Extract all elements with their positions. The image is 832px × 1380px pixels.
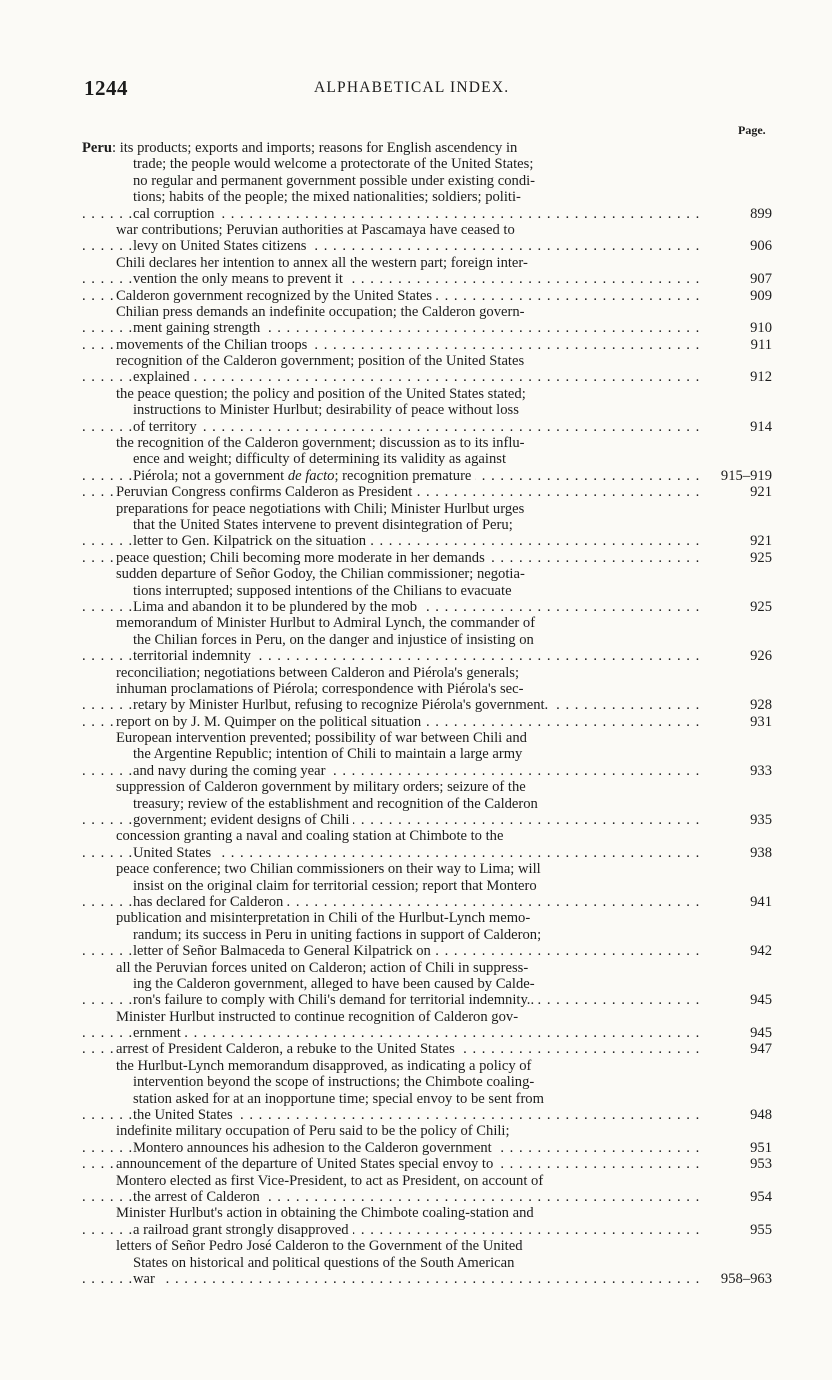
- entry-text: peace question; Chili becoming more moderate in her demands: [116, 550, 489, 566]
- page-reference: 941: [750, 893, 772, 910]
- index-entry: [82, 353, 772, 386]
- index-entry: [82, 222, 772, 255]
- index-entry: [82, 484, 772, 500]
- index-list: [82, 140, 772, 1287]
- page-reference: 907: [750, 271, 772, 288]
- entry-text: report on by J. M. Quimper on the political situation: [116, 714, 425, 730]
- entry-line: [82, 402, 702, 418]
- entry-text: trade; the people would welcome a protectorate of the United States;: [133, 156, 534, 173]
- entry-line: [82, 304, 702, 320]
- running-head: ALPHABETICAL INDEX.: [314, 79, 510, 96]
- index-entry: [82, 1205, 772, 1238]
- entry-text: memorandum of Minister Hurlbut to Admiral Lynch, the commander of: [116, 615, 536, 632]
- entry-text: explained: [133, 369, 194, 385]
- entry-text: insist on the original claim for territorial cession; report that Montero: [133, 877, 537, 894]
- entry-line: [82, 1041, 702, 1057]
- page-reference: 954: [750, 1188, 772, 1205]
- entry-line: [82, 878, 702, 894]
- entry-text: ing the Calderon government, alleged to have been caused by Calde-: [133, 975, 535, 992]
- entry-line: [82, 255, 702, 271]
- index-entry: [82, 566, 772, 615]
- entry-text: treasury; review of the establishment and recognition of the Calderon: [133, 795, 538, 812]
- entry-text: the Chilian forces in Peru, on the danger and injustice of insisting on: [133, 631, 534, 648]
- entry-line: [82, 812, 702, 828]
- entry-text: States on historical and political questions of the South American: [133, 1254, 515, 1271]
- entry-text: a railroad grant strongly disapproved: [133, 1222, 353, 1238]
- entry-text: preparations for peace negotiations with Chili; Minister Hurlbut urges: [116, 500, 525, 517]
- page-header: [84, 76, 764, 106]
- entry-line: [82, 861, 702, 877]
- entry-line: [82, 288, 702, 304]
- entry-line: [82, 1271, 702, 1287]
- entry-line: [82, 566, 702, 582]
- entry-text: Piérola; not a government de facto; recognition premature: [133, 468, 475, 484]
- page-reference: 951: [750, 1139, 772, 1156]
- entry-line: Peru: its products; exports and imports; reasons for English ascendency in: [82, 140, 518, 156]
- entry-text: inhuman proclamations of Piérola; correspondence with Piérola's sec-: [116, 680, 524, 697]
- index-entry: [82, 255, 772, 288]
- page-reference: 938: [750, 844, 772, 861]
- page-reference: 921: [750, 484, 772, 501]
- entry-line: [82, 501, 702, 517]
- entry-text: Lima and abandon it to be plundered by the mob: [133, 599, 421, 615]
- entry-text: intervention beyond the scope of instructions; the Chimbote coaling-: [133, 1074, 535, 1091]
- index-entry: [82, 1238, 772, 1287]
- entry-line: [82, 1091, 702, 1107]
- entry-text: arrest of President Calderon, a rebuke to the United States: [116, 1041, 459, 1057]
- page-reference: 925: [750, 549, 772, 566]
- index-entry: [82, 615, 772, 664]
- entry-line: [82, 665, 702, 681]
- entry-line: [82, 730, 702, 746]
- entry-line: [82, 369, 702, 385]
- entry-text: ment gaining strength: [133, 320, 264, 336]
- entry-line: [82, 828, 702, 844]
- entry-line: [82, 1173, 702, 1189]
- page-reference: 947: [750, 1041, 772, 1058]
- entry-text: its products; exports and imports; reasons for English ascendency in: [119, 140, 518, 156]
- entry-text: levy on United States citizens: [133, 238, 310, 254]
- entry-text: indefinite military occupation of Peru said to be the policy of Chili;: [116, 1123, 510, 1140]
- entry-line: [82, 1238, 702, 1254]
- page-reference: 912: [750, 369, 772, 386]
- entry-line: [82, 599, 702, 615]
- page-reference: 953: [750, 1156, 772, 1173]
- entry-text: ence and weight; difficulty of determining its validity as against: [133, 451, 506, 468]
- entry-line: [82, 1189, 702, 1205]
- page-reference: 910: [750, 320, 772, 337]
- entry-line: [82, 484, 702, 500]
- page-reference: 926: [750, 648, 772, 665]
- entry-line: [82, 550, 702, 566]
- page-number: 1244: [84, 76, 128, 100]
- entry-line: [82, 1140, 702, 1156]
- entry-line: [82, 533, 702, 549]
- entry-line: [82, 845, 702, 861]
- entry-line: [82, 173, 702, 189]
- entry-line: [82, 976, 702, 992]
- index-entry: [82, 910, 772, 959]
- entry-line: [82, 714, 702, 730]
- entry-line: [82, 517, 702, 533]
- entry-text: the recognition of the Calderon government; discussion as to its influ-: [116, 435, 525, 452]
- entry-text: letters of Señor Pedro José Calderon to the Government of the United: [116, 1238, 523, 1255]
- index-entry: [82, 861, 772, 910]
- index-entry: [82, 681, 772, 714]
- index-entry: [82, 779, 772, 828]
- entry-text: war: [133, 1271, 159, 1287]
- entry-line: [82, 796, 702, 812]
- entry-line: [82, 238, 702, 254]
- entry-line: [82, 451, 702, 467]
- index-entry: [82, 337, 772, 353]
- entry-text: station asked for at an inopportune time; special envoy to be sent from: [133, 1090, 544, 1107]
- index-entry: [82, 1156, 772, 1172]
- index-entry: [82, 1058, 772, 1124]
- page-reference: 933: [750, 762, 772, 779]
- entry-text: Minister Hurlbut's action in obtaining the Chimbote coaling-station and: [116, 1205, 534, 1222]
- entry-text: instructions to Minister Hurlbut; desirability of peace without loss: [133, 402, 519, 419]
- index-entry: [82, 1041, 772, 1057]
- entry-line: [82, 1205, 702, 1221]
- entry-line: [82, 222, 702, 238]
- entry-text: no regular and permanent government possible under existing condi-: [133, 172, 536, 189]
- entry-text: and navy during the coming year: [133, 763, 330, 779]
- entry-line: [82, 468, 702, 484]
- page-reference: 911: [750, 336, 772, 353]
- entry-line: [82, 1123, 702, 1139]
- entry-text: retary by Minister Hurlbut, refusing to recognize Piérola's government.: [133, 697, 552, 713]
- index-entry: [82, 501, 772, 550]
- entry-line: [82, 894, 702, 910]
- entry-text: United States: [133, 845, 215, 861]
- entry-text: the arrest of Calderon: [133, 1189, 264, 1205]
- index-heading: Peru: [82, 140, 112, 156]
- index-entry: [82, 550, 772, 566]
- page-reference: 909: [750, 287, 772, 304]
- entry-text: vention the only means to prevent it: [133, 271, 347, 287]
- entry-line: [82, 632, 702, 648]
- entry-line: [82, 648, 702, 664]
- entry-text: announcement of the departure of United States special envoy to: [116, 1156, 497, 1172]
- entry-line: [82, 271, 702, 287]
- entry-line: [82, 779, 702, 795]
- entry-text: peace conference; two Chilian commissioners on their way to Lima; will: [116, 861, 541, 878]
- index-entry: [82, 730, 772, 779]
- entry-text: territorial indemnity: [133, 648, 255, 664]
- page-reference: 955: [750, 1221, 772, 1238]
- page-reference: 921: [750, 533, 772, 550]
- entry-line: [82, 763, 702, 779]
- index-entry: [82, 304, 772, 337]
- entry-text: movements of the Chilian troops: [116, 337, 311, 353]
- entry-text: the Hurlbut-Lynch memorandum disapproved, as indicating a policy of: [116, 1057, 532, 1074]
- page-reference: 928: [750, 697, 772, 714]
- entry-text: ernment: [133, 1025, 185, 1041]
- entry-line: [82, 1058, 702, 1074]
- entry-text: that the United States intervene to prevent disintegration of Peru;: [133, 516, 513, 533]
- entry-line: [82, 419, 702, 435]
- entry-text: all the Peruvian forces united on Calderon; action of Chili in suppress-: [116, 959, 529, 976]
- entry-text: reconciliation; negotiations between Calderon and Piérola's generals;: [116, 664, 520, 681]
- entry-line: [82, 1025, 702, 1041]
- entry-line: [82, 697, 702, 713]
- entry-line: [82, 1074, 702, 1090]
- entry-text: Minister Hurlbut instructed to continue recognition of Calderon gov-: [116, 1008, 519, 1025]
- index-entry: [82, 435, 772, 484]
- index-entry: [82, 828, 772, 861]
- entry-line: [82, 681, 702, 697]
- entry-text: war contributions; Peruvian authorities at Pascamaya have ceased to: [116, 221, 515, 238]
- page-reference: 945: [750, 1025, 772, 1042]
- entry-text: Chili declares her intention to annex all the western part; foreign inter-: [116, 254, 528, 271]
- page-reference: 906: [750, 238, 772, 255]
- entry-line: [82, 435, 702, 451]
- entry-text: Calderon government recognized by the United States: [116, 288, 436, 304]
- entry-line: [82, 943, 702, 959]
- page-reference: 942: [750, 943, 772, 960]
- entry-line: [82, 320, 702, 336]
- entry-text: European intervention prevented; possibility of war between Chili and: [116, 730, 527, 747]
- page-reference: 915–919: [720, 467, 772, 484]
- entry-text: Montero announces his adhesion to the Calderon government: [133, 1140, 496, 1156]
- entry-line: [82, 337, 702, 353]
- index-entry: [82, 386, 772, 435]
- entry-text: recognition of the Calderon government; position of the United States: [116, 353, 525, 370]
- entry-text: publication and misinterpretation in Chili of the Hurlbut-Lynch memo-: [116, 910, 531, 927]
- index-entry: [82, 1009, 772, 1042]
- entry-line: [82, 156, 702, 172]
- entry-text: the peace question; the policy and position of the United States stated;: [116, 385, 526, 402]
- entry-text: Chilian press demands an indefinite occupation; the Calderon govern-: [116, 303, 525, 320]
- entry-text: tions interrupted; supposed intentions of the Chilians to evacuate: [133, 582, 512, 599]
- entry-line: [82, 746, 702, 762]
- entry-text: of territory: [133, 419, 201, 435]
- entry-line: [82, 615, 702, 631]
- entry-text: the Argentine Republic; intention of Chili to maintain a large army: [133, 746, 523, 763]
- entry-line: [82, 910, 702, 926]
- page-column-label: Page.: [738, 123, 766, 137]
- entry-line: [82, 1107, 702, 1123]
- index-entry: [82, 288, 772, 304]
- entry-line: [82, 386, 702, 402]
- entry-line: [82, 206, 702, 222]
- entry-line: [82, 992, 702, 1008]
- page-reference: 899: [750, 205, 772, 222]
- page-reference: 931: [750, 713, 772, 730]
- page-reference: 945: [750, 992, 772, 1009]
- index-entry: [82, 960, 772, 1009]
- index-entry: [82, 1123, 772, 1156]
- index-entry: [82, 665, 772, 681]
- index-entry: [82, 1173, 772, 1206]
- page-reference: 925: [750, 598, 772, 615]
- page-reference: 914: [750, 418, 772, 435]
- entry-text: Montero elected as first Vice-President, to act as President, on account of: [116, 1172, 544, 1189]
- entry-line: [82, 1222, 702, 1238]
- entry-text: government; evident designs of Chili: [133, 812, 353, 828]
- page-reference: 958–963: [720, 1270, 772, 1287]
- entry-line: [82, 1156, 702, 1172]
- entry-line: [82, 1255, 702, 1271]
- entry-text: Peruvian Congress confirms Calderon as President: [116, 484, 416, 500]
- entry-text: suppression of Calderon government by military orders; seizure of the: [116, 779, 526, 796]
- entry-text: randum; its success in Peru in uniting factions in support of Calderon;: [133, 926, 542, 943]
- entry-line: [82, 1009, 702, 1025]
- entry-text: concession granting a naval and coaling station at Chimbote to the: [116, 828, 504, 845]
- index-entry: [82, 714, 772, 730]
- entry-line: [82, 189, 702, 205]
- entry-text: the United States: [133, 1107, 237, 1123]
- entry-text: cal corruption: [133, 206, 218, 222]
- entry-line: [82, 927, 702, 943]
- entry-text: sudden departure of Señor Godoy, the Chilian commissioner; negotia-: [116, 566, 525, 583]
- entry-line: [82, 583, 702, 599]
- page-reference: 935: [750, 812, 772, 828]
- entry-text: tions; habits of the people; the mixed nationalities; soldiers; politi-: [133, 189, 521, 206]
- entry-text: letter of Señor Balmaceda to General Kilpatrick on: [133, 943, 435, 959]
- page-reference: 948: [750, 1107, 772, 1124]
- entry-line: [82, 353, 702, 369]
- entry-line: [82, 960, 702, 976]
- entry-text: ron's failure to comply with Chili's demand for territorial indemnity..: [133, 992, 538, 1008]
- entry-text: letter to Gen. Kilpatrick on the situation: [133, 533, 370, 549]
- index-entry: [82, 140, 772, 222]
- entry-text: has declared for Calderon: [133, 894, 287, 910]
